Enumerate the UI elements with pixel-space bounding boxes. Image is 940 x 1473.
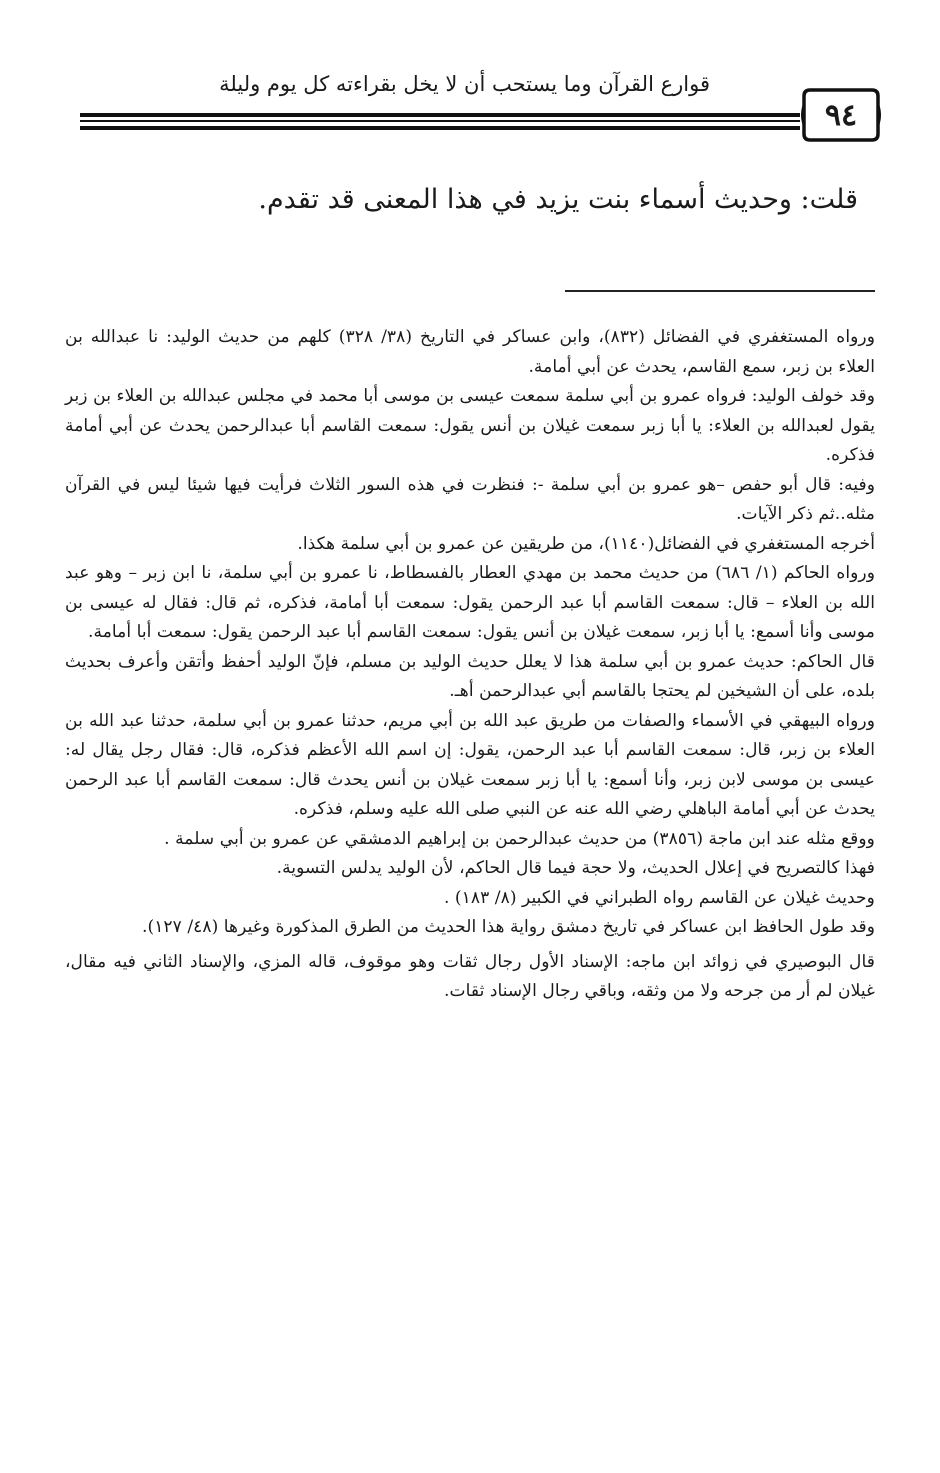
page-number-frame xyxy=(800,86,882,144)
footnote-paragraph: وقد خولف الوليد: فرواه عمرو بن أبي سلمة سمعت عيسى بن موسى أبا محمد في مجلس عبدالله بن العلاء بن زبر يقول لعبدالله بن العلاء: يا أبا زبر سمعت غيلان بن أنس يقول: سمعت القاسم أبا عبدالرحمن يحدث عن أبي أمامة فذكره. xyxy=(65,386,875,465)
header-rule-top xyxy=(80,113,800,117)
footnote-paragraph: قال البوصيري في زوائد ابن ماجه: الإسناد الأول رجال ثقات وهو موقوف، قاله المزي، والإسناد الثاني فيه مقال، غيلان لم أر من جرحه ولا من وثقه، وباقي رجال الإسناد ثقات. xyxy=(65,951,875,1001)
footnote-paragraph: وفيه: قال أبو حفص –هو عمرو بن أبي سلمة -: فنظرت في هذه السور الثلاث فرأيت فيها شيئا ليس في القرآن مثله..ثم ذكر الآيات. xyxy=(65,474,875,524)
header-rule-middle xyxy=(80,120,800,122)
running-title: قوارع القرآن وما يستحب أن لا يخل بقراءته كل يوم وليلة xyxy=(219,72,710,96)
footnote-separator xyxy=(565,290,875,292)
footnote-paragraph: ورواه المستغفري في الفضائل (٨٣٢)، وابن عساكر في التاريخ (٣٨/ ٣٢٨) كلهم من حديث الوليد: نا عبدالله بن العلاء بن زبر، سمع القاسم، يحدث عن أبي أمامة. xyxy=(65,327,875,377)
page-number: ٩٤ xyxy=(824,97,858,133)
header-rule-bottom xyxy=(80,126,800,130)
main-text: قلت: وحديث أسماء بنت يزيد في هذا المعنى قد تقدم. xyxy=(258,184,858,215)
footnote-paragraph: ووقع مثله عند ابن ماجة (٣٨٥٦) من حديث عبدالرحمن بن إبراهيم الدمشقي عن عمرو بن أبي سلمة . xyxy=(164,828,875,849)
footnote-paragraph: فهذا كالتصريح في إعلال الحديث، ولا حجة فيما قال الحاكم، لأن الوليد يدلس التسوية. xyxy=(276,858,875,878)
footnote-paragraph: وحديث غيلان عن القاسم رواه الطبراني في الكبير (٨/ ١٨٣) . xyxy=(444,887,875,908)
footnote-paragraph: أخرجه المستغفري في الفضائل(١١٤٠)، من طريقين عن عمرو بن أبي سلمة هكذا. xyxy=(297,533,875,554)
footnotes xyxy=(65,323,875,1007)
footnote-paragraph: قال الحاكم: حديث عمرو بن أبي سلمة هذا لا يعلل حديث الوليد بن مسلم، فإنّ الوليد أحفظ وأتقن وأعرف بحديث بلده، على أن الشيخين لم يحتجا بالقاسم أبي عبدالرحمن أهـ. xyxy=(65,651,875,701)
footnote-paragraph: ورواه البيهقي في الأسماء والصفات من طريق عبد الله بن أبي مريم، حدثنا عمرو بن أبي سلمة، حدثنا عبد الله بن العلاء بن زبر، قال: سمعت القاسم أبا عبد الرحمن، يقول: إن اسم الله الأعظم فذكره، قال: فقال رجل يقال له: عيسى بن موسى لابن زبر، وأنا أسمع: يا أبا زبر سمعت غيلان بن أنس يحدث قال: سمعت القاسم أبا عبد الرحمن يحدث عن أبي أمامة الباهلي رضي الله عنه عن النبي صلى الله عليه وسلم، فذكره. xyxy=(65,710,875,819)
footnote-paragraph: ورواه الحاكم (١/ ٦٨٦) من حديث محمد بن مهدي العطار بالفسطاط، نا عمرو بن أبي سلمة، نا ابن زبر – وهو عبد الله بن العلاء – قال: سمعت القاسم أبا عبد الرحمن يقول: سمعت أبا أمامة، فذكره، ثم قال: فقال له عيسى بن موسى وأنا أسمع: يا أبا زبر، سمعت غيلان بن أنس يقول: سمعت القاسم أبا عبد الرحمن يقول: سمعت أبا أمامة. xyxy=(65,563,875,642)
footnote-paragraph: وقد طول الحافظ ابن عساكر في تاريخ دمشق رواية هذا الحديث من الطرق المذكورة وغيرها (٤٨/ ١٢٧). xyxy=(142,917,875,937)
